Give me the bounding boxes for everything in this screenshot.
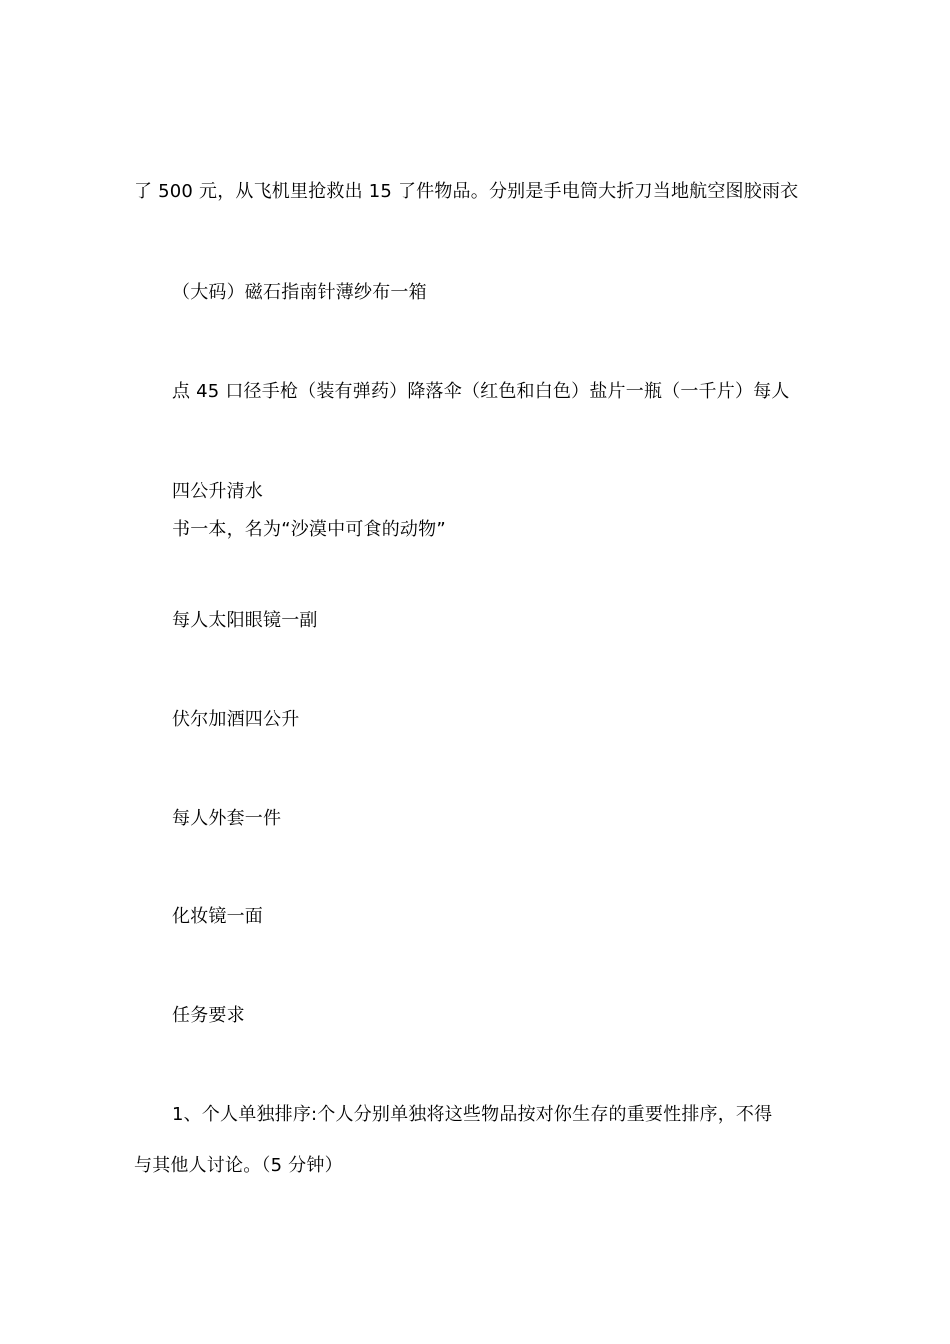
text-line-task-step-1-cont: 与其他人讨论。（5 分钟） xyxy=(134,1155,343,1176)
text-line-items-vodka: 伏尔加酒四公升 xyxy=(172,709,300,730)
text-line-items-coat: 每人外套一件 xyxy=(172,808,282,829)
text-line-items-pistol: 点 45 口径手枪（装有弹药）降落伞（红色和白色）盐片一瓶（一千片）每人 xyxy=(172,381,790,402)
text-line-items-book: 书一本，名为“沙漠中可食的动物” xyxy=(172,519,446,540)
text-line-task-step-1: 1、个人单独排序:个人分别单独将这些物品按对你生存的重要性排序，不得 xyxy=(172,1104,773,1125)
text-line-items-intro: 了 500 元，从飞机里抢救出 15 了件物品。分别是手电筒大折刀当地航空图胶雨衣 xyxy=(134,181,799,202)
section-heading-task: 任务要求 xyxy=(172,1005,245,1026)
text-line-items-sunglasses: 每人太阳眼镜一副 xyxy=(172,610,318,631)
text-line-items-mirror: 化妆镜一面 xyxy=(172,906,263,927)
text-line-items-continued: （大码）磁石指南针薄纱布一箱 xyxy=(172,282,427,303)
text-line-items-water: 四公升清水 xyxy=(172,481,263,502)
